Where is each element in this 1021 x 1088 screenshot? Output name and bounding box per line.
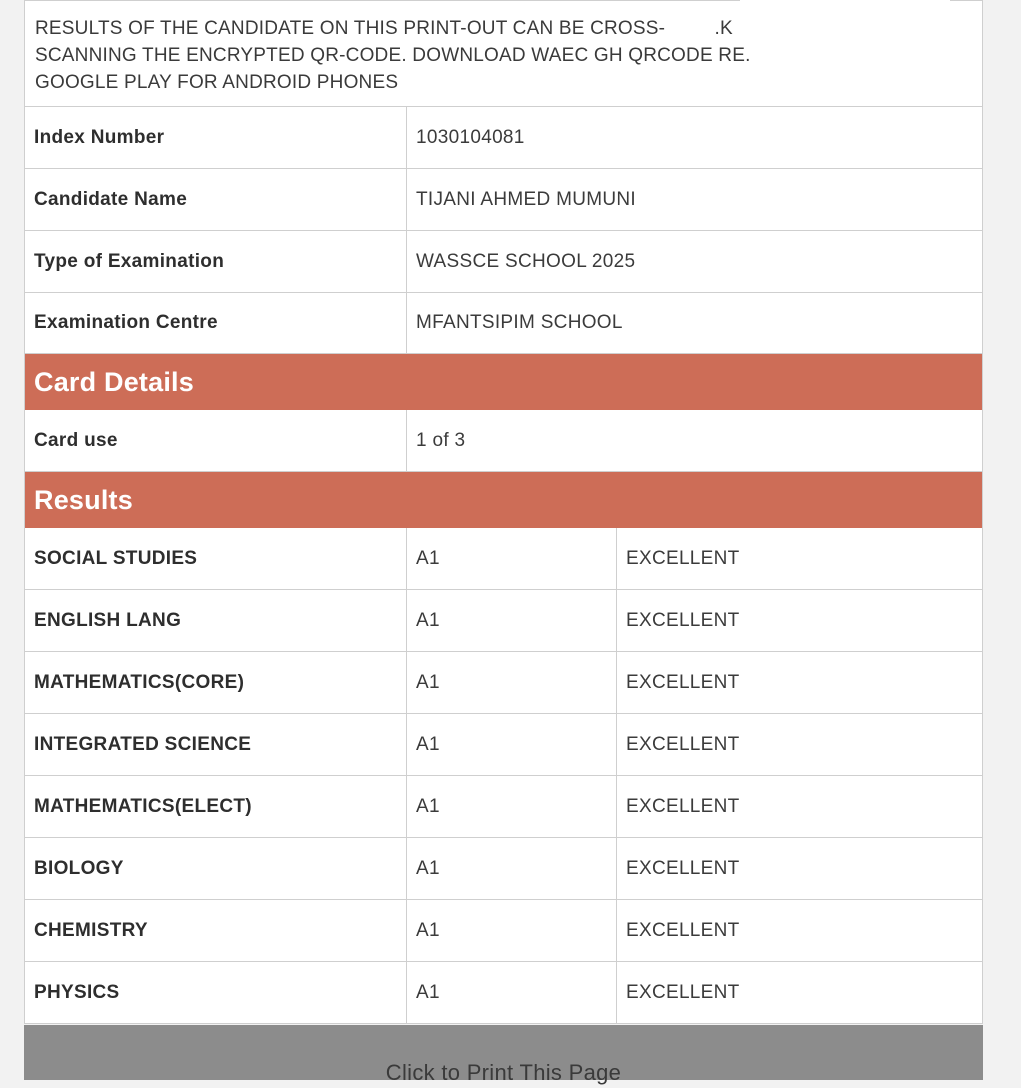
subject-remark: EXCELLENT [626, 857, 740, 879]
table-row [25, 776, 982, 838]
qr-verification-notice [25, 0, 982, 107]
subject-grade: A1 [407, 652, 617, 713]
print-button-label: Click to Print This Page [385, 1060, 622, 1085]
subject-grade: A1 [407, 528, 617, 589]
table-row [25, 838, 982, 900]
index-number-value: 1030104081 [416, 126, 525, 148]
subject-grade: A1 [407, 900, 617, 961]
card-details-header: Card Details [25, 354, 982, 410]
subject-remark: EXCELLENT [626, 795, 740, 817]
subject-name: BIOLOGY [25, 838, 407, 899]
subject-name: SOCIAL STUDIES [25, 528, 407, 589]
table-row [25, 962, 982, 1024]
index-number-row [25, 107, 982, 169]
scan-glare [740, 0, 950, 8]
subject-grade: A1 [407, 776, 617, 837]
card-use-value: 1 of 3 [416, 429, 466, 451]
subject-grade: A1 [407, 962, 617, 1023]
table-row [25, 528, 982, 590]
card-use-label: Card use [25, 410, 407, 471]
subject-remark: EXCELLENT [626, 609, 740, 631]
subject-remark: EXCELLENT [626, 671, 740, 693]
print-page-button[interactable] [24, 1025, 983, 1085]
subject-grade: A1 [407, 590, 617, 651]
subject-remark: EXCELLENT [626, 981, 740, 1003]
notice-line-1: RESULTS OF THE CANDIDATE ON THIS PRINT-OUT CAN BE CROSS- .K [35, 18, 733, 39]
exam-centre-row [25, 293, 982, 354]
subject-remark: EXCELLENT [626, 547, 740, 569]
index-number-label: Index Number [25, 107, 407, 168]
subject-remark: EXCELLENT [626, 733, 740, 755]
results-header: Results [25, 472, 982, 528]
exam-type-row [25, 231, 982, 293]
exam-type-label: Type of Examination [25, 231, 407, 292]
exam-centre-label: Examination Centre [25, 293, 407, 353]
table-row [25, 714, 982, 776]
subject-grade: A1 [407, 838, 617, 899]
subject-name: PHYSICS [25, 962, 407, 1023]
candidate-name-label: Candidate Name [25, 169, 407, 230]
table-row [25, 900, 982, 962]
subject-remark: EXCELLENT [626, 919, 740, 941]
card-use-row [25, 410, 982, 472]
candidate-info-table [25, 107, 982, 354]
subject-name: ENGLISH LANG [25, 590, 407, 651]
candidate-name-row [25, 169, 982, 231]
result-sheet [24, 0, 983, 1024]
notice-line-3: GOOGLE PLAY FOR ANDROID PHONES [35, 72, 399, 93]
subject-name: MATHEMATICS(ELECT) [25, 776, 407, 837]
exam-centre-value: MFANTSIPIM SCHOOL [416, 312, 623, 333]
candidate-name-value: TIJANI AHMED MUMUNI [416, 188, 636, 210]
subject-name: CHEMISTRY [25, 900, 407, 961]
subject-grade: A1 [407, 714, 617, 775]
table-row [25, 652, 982, 714]
subject-name: MATHEMATICS(CORE) [25, 652, 407, 713]
notice-line-2: SCANNING THE ENCRYPTED QR-CODE. DOWNLOAD WAEC GH QRCODE RE. [35, 45, 751, 66]
table-row [25, 590, 982, 652]
exam-type-value: WASSCE SCHOOL 2025 [416, 250, 636, 272]
subject-name: INTEGRATED SCIENCE [25, 714, 407, 775]
results-table [25, 528, 982, 1024]
